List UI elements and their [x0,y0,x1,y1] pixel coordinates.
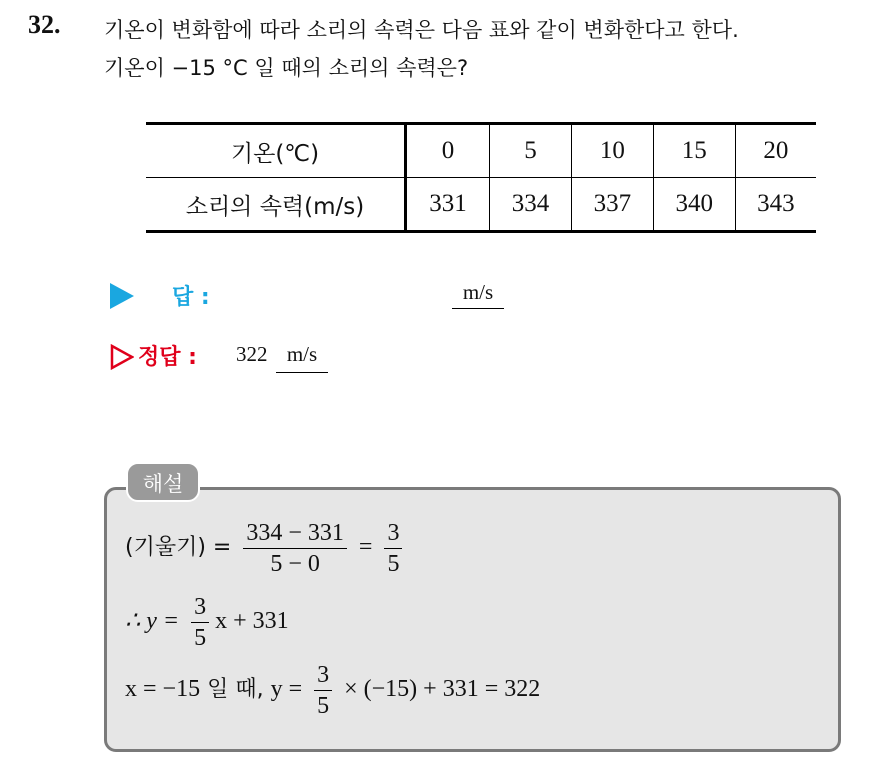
table-cell: 20 [735,124,816,178]
table-cell: 331 [406,178,490,232]
fraction-denominator: 5 [194,625,207,651]
solution-line-substitution [125,660,540,721]
table-cell: 15 [653,124,735,178]
row-label-speed: 소리의 속력(m/s) [185,193,365,220]
equation-rhs: x + 331 [215,608,289,635]
fraction-denominator: 5 − 0 [270,551,320,577]
data-table [146,122,816,233]
fraction-numerator: 3 [191,592,209,623]
table-cell: 10 [571,124,653,178]
solution-line-equation [125,592,289,653]
table-row-speed [146,178,816,232]
fraction-denominator: 5 [387,551,400,577]
equation-lhs: ∴ y = [125,608,180,635]
slope-label: (기울기) = [125,535,232,561]
substitution-lhs: x = −15 [125,676,201,703]
solution-tab: 해설 [126,462,200,502]
substitution-korean: 일 때, [200,677,271,703]
table-cell: 337 [571,178,653,232]
question-text-line2: 기온이 −15 °C 일 때의 소리의 속력은? [104,56,469,80]
table-cell: 343 [735,178,816,232]
slope-result-fraction [384,518,402,579]
substitution-rhs: × (−15) + 331 = 322 [344,676,541,703]
correct-answer-label: 정답 : [138,345,197,370]
outline-triangle-icon [110,344,134,370]
question-text-line1: 기온이 변화함에 따라 소리의 속력은 다음 표와 같이 변화한다고 한다. [104,18,739,42]
fraction-numerator: 3 [314,660,332,691]
solution-line-slope [125,518,408,579]
table-cell: 0 [406,124,490,178]
substitution-mid: y = [270,676,303,703]
fraction-denominator: 5 [317,693,330,719]
table-row-temperature [146,124,816,178]
substitution-fraction [314,660,332,721]
answer-label: 답 : [172,285,210,310]
table-cell: 334 [490,178,572,232]
row-label-temperature: 기온(℃) [146,124,406,178]
equation-fraction [191,592,209,653]
correct-answer-unit: m/s [276,342,328,373]
filled-triangle-icon [110,283,134,309]
fraction-numerator: 334 − 331 [243,518,347,549]
answer-blank[interactable]: m/s [452,280,504,309]
fraction-numerator: 3 [384,518,402,549]
slope-fraction [243,518,347,579]
table-cell: 340 [653,178,735,232]
table-cell: 5 [490,124,572,178]
question-number: 32. [28,10,61,39]
equals-sign: = [358,534,373,561]
correct-answer-value: 322 [236,342,268,366]
